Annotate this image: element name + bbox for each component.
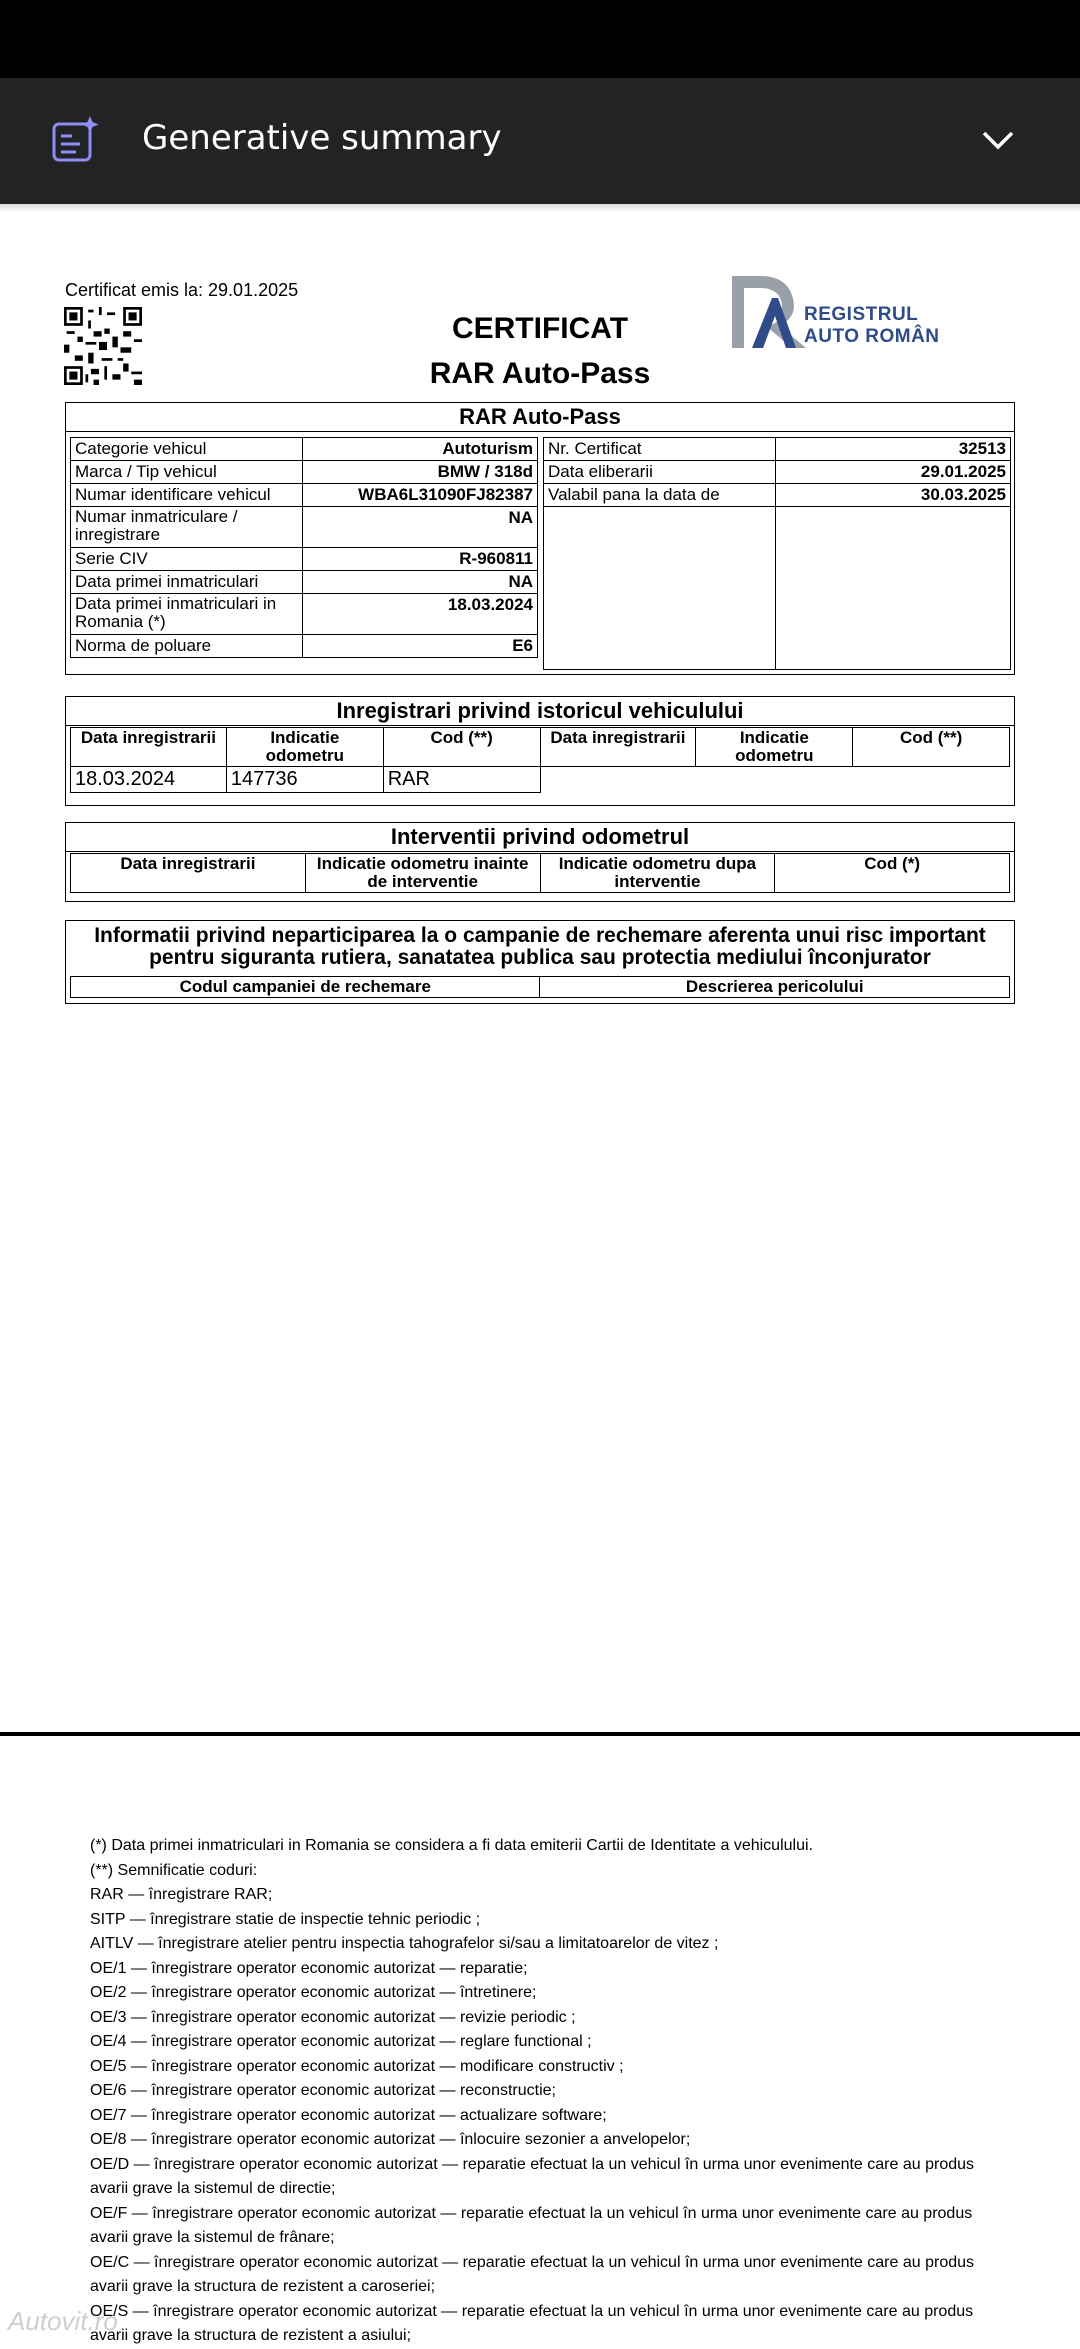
note-line: OE/C — înregistrare operator economic autorizat — reparatie efectuat la un vehicul în urma unor evenimente care au produs avarii grave la structura de rezistent a caroseriei; bbox=[90, 2253, 975, 2295]
note-line: OE/1 — înregistrare operator economic autorizat — reparatie; bbox=[90, 1959, 528, 1977]
note-line: OE/5 — înregistrare operator economic autorizat — modificare constructiv ; bbox=[90, 2057, 624, 2075]
note-line: AITLV — înregistrare atelier pentru inspectia tahografelor si/sau a limitatoarelor de vitez ; bbox=[90, 1935, 719, 1952]
certificate-subtitle: RAR Auto-Pass bbox=[429, 357, 651, 390]
note-line: (*) Data primei inmatriculari in Romania se considera a fi data emiterii Cartii de Identitate a vehiculului. bbox=[90, 1837, 813, 1854]
table-row: Valabil pana la data de 30.03.2025 bbox=[544, 484, 1011, 507]
vehicle-details-section bbox=[65, 402, 1015, 675]
qr-code bbox=[64, 307, 142, 385]
note-line: OE/4 — înregistrare operator economic autorizat — reglare functional ; bbox=[90, 2033, 592, 2050]
table-row: Numar inmatriculare / inregistrare NA bbox=[71, 507, 538, 548]
note-line: OE/6 — înregistrare operator economic autorizat — reconstructie; bbox=[90, 2082, 556, 2099]
table-row: Numar identificare vehicul WBA6L31090FJ82387 bbox=[71, 484, 538, 507]
table-row: Data eliberarii 29.01.2025 bbox=[544, 461, 1011, 484]
table-row bbox=[544, 507, 1011, 670]
status-bar bbox=[0, 0, 1080, 78]
odometer-interventions-section bbox=[65, 822, 1015, 902]
note-line: (**) Semnificatie coduri: bbox=[90, 1861, 258, 1879]
section-title: Informatii privind neparticiparea la o campanie de rechemare aferenta unui risc important pentru siguranta rutiera, sanatatea publica sau protectia mediului înconjurator bbox=[94, 924, 986, 969]
generative-summary-icon[interactable] bbox=[50, 114, 102, 166]
section-title: Interventii privind odometrul bbox=[66, 823, 1014, 852]
note-line: OE/7 — înregistrare operator economic autorizat — actualizare software; bbox=[90, 2106, 607, 2124]
note-line: OE/2 — înregistrare operator economic autorizat — întretinere; bbox=[90, 1984, 537, 2001]
note-line: RAR — înregistrare RAR; bbox=[90, 1886, 273, 1903]
issued-date: Certificat emis la: 29.01.2025 bbox=[65, 280, 299, 300]
table-header-row: Data inregistrarii Indicatie odometru inainte de interventie Indicatie odometru dupa interventie Cod (*) bbox=[71, 854, 1010, 893]
certificate-title: CERTIFICAT bbox=[451, 312, 629, 345]
app-bar bbox=[0, 78, 1080, 204]
note-line: OE/D — înregistrare operator economic autorizat — reparatie efectuat la un vehicul în urma unor evenimente care au produs avarii grave la sistemul de directie; bbox=[90, 2155, 975, 2197]
section-title: Inregistrari privind istoricul vehiculului bbox=[66, 697, 1014, 726]
page-title: Generative summary bbox=[142, 118, 502, 158]
app-bar-shadow bbox=[0, 204, 1080, 212]
note-line: OE/F — înregistrare operator economic autorizat — reparatie efectuat la un vehicul în urma unor evenimente care au produs avarii grave la sistemul de frânare; bbox=[90, 2204, 973, 2246]
history-section bbox=[65, 696, 1015, 806]
table-row: Marca / Tip vehicul BMW / 318d bbox=[71, 461, 538, 484]
certificate-info-table bbox=[543, 437, 1011, 670]
table-row: Data primei inmatriculari NA bbox=[71, 571, 538, 594]
table-header-row: Data inregistrarii Indicatie odometru Cod (**) Data inregistrarii Indicatie odometru Cod (**) bbox=[71, 728, 1010, 767]
table-header-row: Codul campaniei de rechemare Descrierea pericolului bbox=[71, 977, 1010, 998]
note-line: SITP — înregistrare statie de inspectie tehnic periodic ; bbox=[90, 1910, 481, 1928]
rar-logo-text: REGISTRUL AUTO ROMÂN bbox=[804, 304, 940, 347]
chevron-down-icon[interactable] bbox=[980, 128, 1016, 152]
page-divider bbox=[0, 1732, 1080, 1736]
table-row: Data primei inmatriculari in Romania (*) 18.03.2024 bbox=[71, 594, 538, 635]
note-line: OE/S — înregistrare operator economic autorizat — reparatie efectuat la un vehicul în urma unor evenimente care au produs avarii grave la structura de rezistent a asiului; bbox=[90, 2302, 974, 2344]
recall-table bbox=[70, 976, 1010, 998]
table-row: 18.03.2024 147736 RAR bbox=[71, 767, 1010, 793]
odometer-table bbox=[70, 853, 1010, 893]
table-row: Norma de poluare E6 bbox=[71, 635, 538, 658]
table-row: Serie CIV R-960811 bbox=[71, 548, 538, 571]
table-row: Nr. Certificat 32513 bbox=[544, 438, 1011, 461]
recall-campaign-section bbox=[65, 920, 1015, 1004]
legend-notes bbox=[90, 1834, 990, 2349]
history-table bbox=[70, 727, 1010, 793]
note-line: OE/8 — înregistrare operator economic autorizat — înlocuire sezonier a anvelopelor; bbox=[90, 2131, 691, 2148]
note-line: OE/3 — înregistrare operator economic autorizat — revizie periodic ; bbox=[90, 2008, 576, 2026]
table-row: Categorie vehicul Autoturism bbox=[71, 438, 538, 461]
watermark: Autovit.ro bbox=[8, 2306, 118, 2336]
vehicle-details-table bbox=[70, 437, 538, 658]
section-title: RAR Auto-Pass bbox=[66, 403, 1014, 432]
